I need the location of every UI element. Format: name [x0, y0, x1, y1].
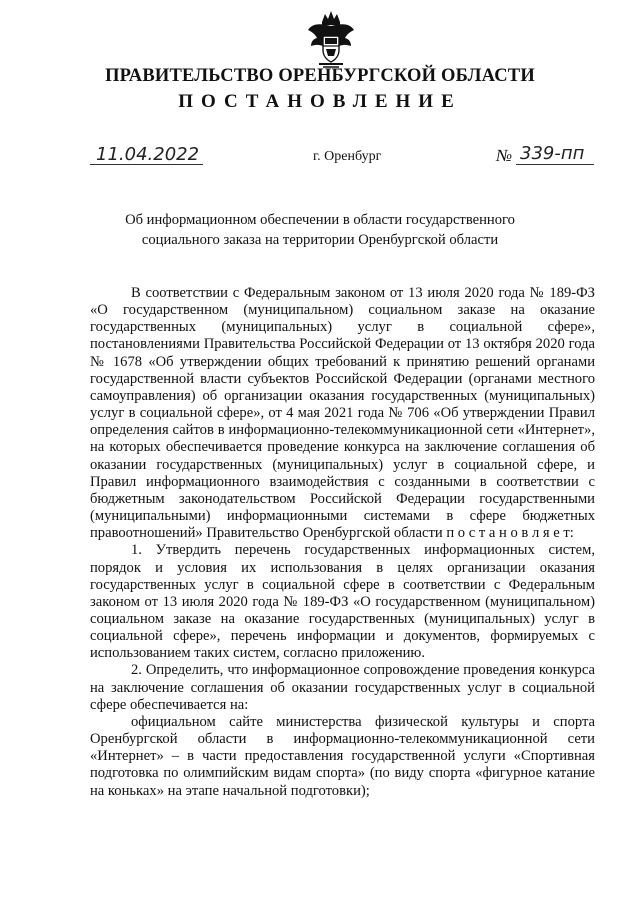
subject-line-1: Об информационном обеспечении в области государственного	[125, 212, 515, 228]
clause-2-paragraph: 2. Определить, что информационное сопровождение проведения конкурса на заключение соглашения об оказании государственных услуг в социальной сфере обеспечивается на:	[90, 662, 595, 713]
document-subject	[90, 210, 550, 250]
document-body	[90, 285, 595, 800]
number-sign: №	[496, 146, 513, 165]
document-date: 11.04.2022	[96, 144, 200, 165]
document-type-heading: ПОСТАНОВЛЕНИЕ	[178, 91, 462, 112]
date-underline	[90, 164, 203, 165]
document-number: 339-пп	[520, 143, 585, 164]
clause-1-paragraph: 1. Утвердить перечень государственных информационных систем, порядок и условия их использования в целях организации оказания государственных услуг в социальной сфере в соответствии с Федеральным законом от 13 июля 2020 года № 189-ФЗ «О государственном (муниципальном) социальном заказе на оказание государственных (муниципальных) услуг в социальной сфере», перечень информации и документов, формируемых с использованием таких систем, согласно приложению.	[90, 542, 595, 662]
subject-line-2: социального заказа на территории Оренбургской области	[141, 232, 499, 248]
document-city: г. Оренбург	[313, 149, 382, 164]
preamble-paragraph: В соответствии с Федеральным законом от 13 июля 2020 года № 189-ФЗ «О государственном (муниципальном) социальном заказе на оказание государственных (муниципальных) услуг в социальной сфере», постановлениями Правительства Российской Федерации от 13 октября 2020 года № 1678 «Об утверждении общих требований к принятию решений органами государственной власти субъектов Российской Федерации (органами местного самоуправления) об организации оказания государственных (муниципальных) услуг в социальной сфере», от 4 мая 2021 года № 706 «Об утверждении Правил определения сайтов в информационно-телекоммуникационной сети «Интернет», на которых обеспечивается проведение конкурса на заключение соглашения об оказании государственных (муниципальных) услуг в социальной сфере, и Правил информационного взаимодействия с созданными в соответствии с бюджетным законодательством Российской Федерации государственными (муниципальными) информационными системами в сфере бюджетных правоотношений» Правительство Оренбургской области п о с т а н о в л я е т:	[90, 285, 595, 542]
number-underline	[516, 164, 594, 165]
coat-of-arms-icon	[305, 8, 357, 70]
organization-title: ПРАВИТЕЛЬСТВО ОРЕНБУРГСКОЙ ОБЛАСТИ	[105, 66, 535, 86]
clause-2-item-paragraph: официальном сайте министерства физической культуры и спорта Оренбургской области в информационно-телекоммуникационной сети «Интернет» – в части предоставления государственной услуги «Спортивная подготовка по олимпийским видам спорта» (по виду спорта «фигурное катание на коньках» на этапе начальной подготовки);	[90, 713, 595, 799]
